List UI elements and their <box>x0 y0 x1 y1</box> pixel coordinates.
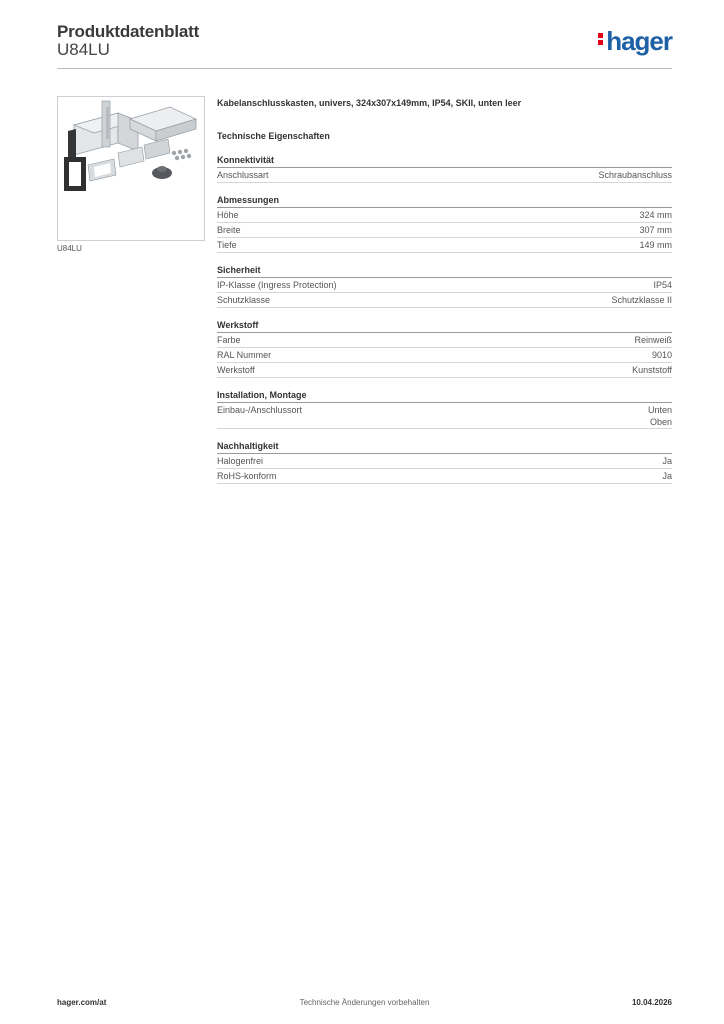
property-row <box>217 363 672 378</box>
logo-dots-icon <box>598 31 604 47</box>
section-title: Installation, Montage <box>217 389 672 403</box>
property-value: IP54 <box>653 280 672 290</box>
footer-date: 10.04.2026 <box>631 998 672 1007</box>
page-footer <box>57 998 672 1010</box>
section-title: Werkstoff <box>217 319 672 333</box>
product-image <box>57 96 205 241</box>
property-label: Schutzklasse <box>217 295 271 305</box>
property-value: Reinweiß <box>634 335 672 345</box>
section-sicherheit <box>217 264 672 308</box>
property-value: Schutzklasse II <box>611 295 672 305</box>
property-label: Farbe <box>217 335 241 345</box>
document-title: Produktdatenblatt <box>57 22 200 41</box>
property-row <box>217 208 672 223</box>
property-row <box>217 223 672 238</box>
image-caption: U84LU <box>57 244 82 253</box>
footer-notice: Technische Änderungen vorbehalten <box>299 998 430 1007</box>
property-label: RoHS-konform <box>217 471 277 481</box>
product-description: Kabelanschlusskasten, univers, 324x307x149mm, IP54, SKII, unten leer <box>217 98 522 108</box>
property-row <box>217 454 672 469</box>
property-label: Tiefe <box>217 240 237 250</box>
section-installation <box>217 389 672 429</box>
section-werkstoff <box>217 319 672 378</box>
property-value: Ja <box>662 456 672 466</box>
property-row <box>217 403 672 429</box>
property-label: Halogenfrei <box>217 456 264 466</box>
property-row <box>217 238 672 253</box>
logo-text: hager <box>606 26 672 56</box>
property-value: Unten <box>647 405 672 415</box>
property-label: IP-Klasse (Ingress Protection) <box>217 280 337 290</box>
property-label: Werkstoff <box>217 365 255 375</box>
property-label: Breite <box>217 225 241 235</box>
property-value: 324 mm <box>639 210 672 220</box>
property-row <box>217 469 672 484</box>
property-value: 149 mm <box>639 240 672 250</box>
property-value: 307 mm <box>639 225 672 235</box>
section-title: Abmessungen <box>217 194 672 208</box>
property-value: Ja <box>662 471 672 481</box>
property-row <box>217 293 672 308</box>
property-value: Kunststoff <box>632 365 672 375</box>
section-title: Nachhaltigkeit <box>217 440 672 454</box>
product-code: U84LU <box>57 40 110 59</box>
property-row <box>217 348 672 363</box>
section-nachhaltigkeit <box>217 440 672 484</box>
technical-properties-title: Technische Eigenschaften <box>217 131 330 141</box>
property-label: Einbau-/Anschlussort <box>217 405 303 415</box>
property-value-list <box>648 404 672 428</box>
section-title: Sicherheit <box>217 264 672 278</box>
property-row <box>217 168 672 183</box>
section-konnektivitaet <box>217 154 672 183</box>
footer-website-link[interactable]: hager.com/at <box>57 998 107 1007</box>
hager-logo <box>598 28 672 54</box>
property-value: Schraubanschluss <box>598 170 672 180</box>
property-row <box>217 278 672 293</box>
property-label: RAL Nummer <box>217 350 272 360</box>
property-label: Anschlussart <box>217 170 269 180</box>
section-abmessungen <box>217 194 672 253</box>
property-value: 9010 <box>651 350 672 360</box>
section-title: Konnektivität <box>217 154 672 168</box>
property-row <box>217 333 672 348</box>
product-details <box>217 96 672 484</box>
property-value: Oben <box>649 417 672 427</box>
property-label: Höhe <box>217 210 239 220</box>
page-header <box>57 20 672 69</box>
product-photo-cable-box-icon <box>58 97 204 240</box>
